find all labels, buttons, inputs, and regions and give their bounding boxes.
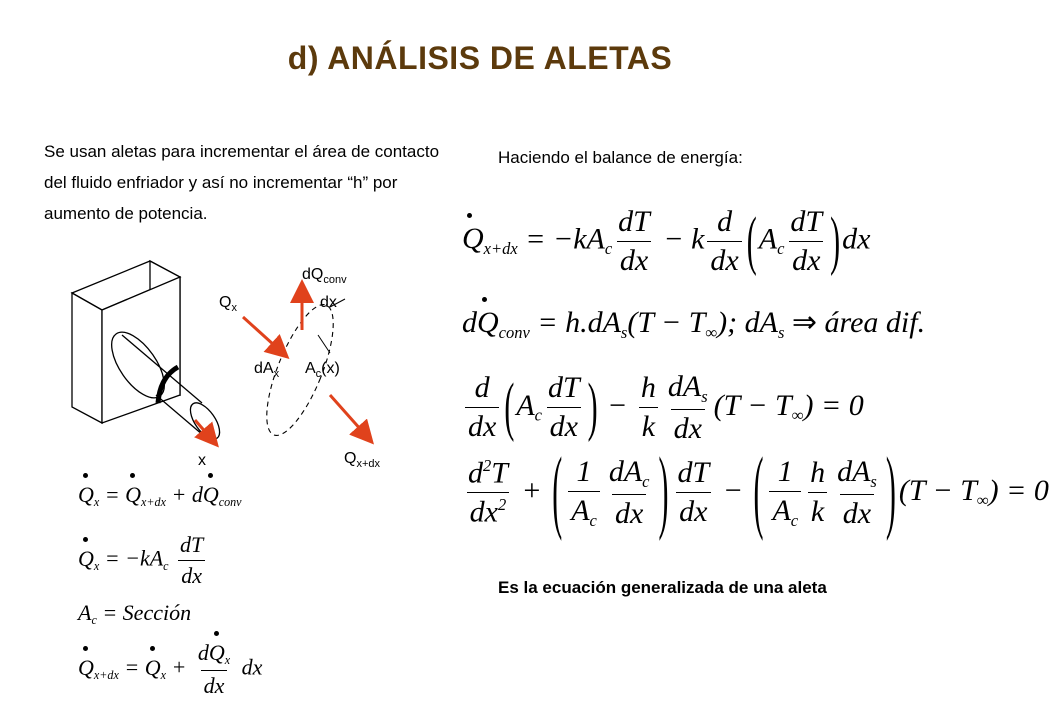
eq-taylor: $Q_{x+dx} = Q_x$ + $\frac{dQ_x}{dx}$ dx — [78, 640, 263, 699]
ac-label: $A_c(x)$ — [305, 360, 340, 380]
eq-intermediate: $\frac{d}{dx}$ ($A_c$ $\frac{dT}{dx}$ ) − $\frac{h}{k}$ $\frac{dA_s}{dx}$ $(T - T_\infty) = 0$ — [462, 370, 864, 446]
eq-section: $A_c$ = Sección — [78, 600, 192, 628]
eq-qxdx: $Q_{x+dx} = -kA_c$ $\frac{dT}{dx}$ − k $\frac{d}{dx}$ ($A_c$ $\frac{dT}{dx}$ )dx — [462, 204, 871, 277]
intro-paragraph: Se usan aletas para incrementar el área de contacto del fluido enfriador y así no incrementar “h” por aumento de potencia. — [44, 142, 440, 223]
page-title: d) ANÁLISIS DE ALETAS — [287, 40, 673, 76]
x-axis-label: x — [198, 452, 206, 469]
qxdx-arrow — [330, 395, 370, 440]
dax-label: $dA_x$ — [254, 360, 280, 380]
qx-label: $Q_x$ — [219, 294, 237, 314]
eq-general-fin: $\frac{d^2T}{dx^2}$ + ( $\frac{1}{A_c}$ $\frac{dA_c}{dx}$ ) $\frac{dT}{dx}$ − ( $\frac{1}{A_c}$ $\frac{h}{k}$ $\frac{dA_s}{dx}$ ) $(T - T_\infty) = 0$ — [468, 440, 1049, 543]
eq-balance-left: $Q_x = Q_{x+dx} + dQ_{conv}$ — [78, 482, 242, 510]
eq-dqconv: $dQ_{conv} = h.dA_s(T - T_\infty)$; $dA_s$ ⇒ área dif. — [462, 306, 926, 342]
eq-fourier: $Q_x = -kA_c$ $\frac{dT}{dx}$ — [78, 532, 204, 588]
conclusion-text: Es la ecuación generalizada de una aleta — [498, 578, 827, 597]
dx-label: dx — [320, 294, 337, 311]
qx-arrow — [243, 317, 285, 355]
fin-diagram — [60, 255, 400, 470]
balance-label: Haciendo el balance de energía: — [498, 148, 743, 167]
dq-conv-label: $dQ_{conv}$ — [302, 266, 347, 286]
qxdx-label: $Q_{x+dx}$ — [344, 450, 380, 470]
dx-line — [318, 335, 330, 353]
